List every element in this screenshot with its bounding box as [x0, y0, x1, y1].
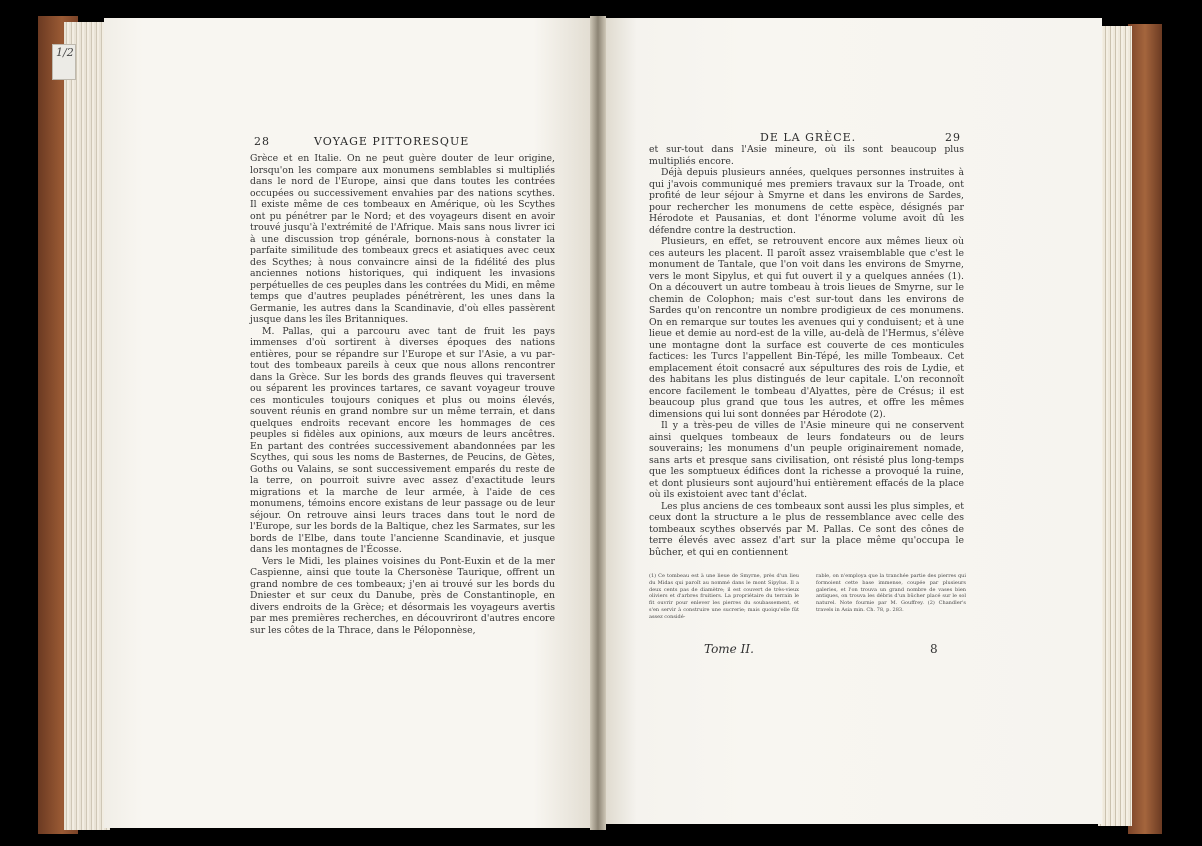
footnote-text: (1) Ce tombeau est à une lieue de Smyrne, près d'un lieu du Midas qui paroît au nommé dans le mont Sipylus. Il a deux cents pas de diamètre; il est couvert de très-vieux oliviers et d'arbres fruitiers. La propriétaire du terrain le fit ouvrir pour enlever les pierres du soubassement, et s'en servir à construire une sucrerie; mais quoiqu'elle fût assez considé- [649, 573, 799, 620]
left-paragraph: Vers le Midi, les plaines voisines du Pont-Euxin et de la mer Caspienne, ainsi que toute la Chersonèse Taurique, offrent un grand nombre de ces tombeaux; j'en ai trouvé sur les bords du Dniester et sur ceux du Danube, près de Constantinople, en divers endroits de la Grèce; et désormais les voyageurs avertis par mes premières recherches, en découvriront d'autres encore sur les côtes de la Thrace, dans le Péloponnèse, [250, 555, 555, 636]
right-paragraph: Les plus anciens de ces tombeaux sont aussi les plus simples, et ceux dont la structure a le plus de ressemblance avec celle des tombeaux scythes observés par M. Pallas. Ce sont des cônes de terre élevés avec assez d'art sur la place même qu'occupa le bûcher, et qui en contiennent [649, 500, 964, 558]
left-text-column [250, 153, 555, 663]
right-text-column [649, 144, 964, 564]
footnote-text: rable, on n'employa que la tranchée partie des pierres qui formoient cette base immense, coupée par plusieurs galeries, et l'on trouva un grand nombre de vases bien antiques, on trouva les débris d'un bûcher placé sur le sol naturel. Note fournie par M. Gouffrey. (2) Chandler's travels in Asia min. Ch. 78, p. 283. [816, 573, 966, 613]
footnotes-right-column [816, 573, 966, 639]
left-page-number: 28 [254, 135, 270, 148]
shelf-label-text: 1/2 [56, 46, 74, 59]
book-gutter [590, 16, 606, 830]
left-paragraph: Grèce et en Italie. On ne peut guère douter de leur origine, lorsqu'on les compare aux monumens semblables si multipliés dans le nord de l'Europe, ainsi que dans toutes les contrées occupées ou successivement envahies par des nations scythes. Il existe même de ces tombeaux en Amérique, où les Scythes ont pu pénétrer par le Nord; et des voyageurs disent en avoir trouvé jusqu'à l'extrémité de l'Afrique. Mais sans nous livrer ici à une discussion trop générale, bornons-nous à constater la parfaite similitude des tombeaux grecs et asiatiques avec ceux des Scythes; à nous convaincre ainsi de la fidélité des plus anciennes notions historiques, qui indiquent les invasions perpétuelles de ces peuples dans les contrées du Midi, en même temps que d'autres peuplades pénétrèrent, les unes dans la Germanie, les autres dans la Scandinavie, d'où elles passèrent jusque dans les îles Britanniques. [250, 153, 555, 325]
right-page-number: 29 [945, 131, 961, 144]
book-cover-right [1128, 24, 1162, 834]
volume-signature: Tome II. [704, 642, 754, 656]
footnotes-left-column [649, 573, 799, 639]
left-running-head: VOYAGE PITTORESQUE [314, 135, 470, 148]
right-paragraph: Plusieurs, en effet, se retrouvent encore aux mêmes lieux où ces auteurs les placent. Il paroît assez vraisemblable que c'est le monument de Tantale, que l'on voit dans les environs de Smyrne, vers le mont Sipylus, et qui fut ouvert il y a quelques années (1). On a découvert un autre tombeau à trois lieues de Smyrne, sur le chemin de Colophon; mais c'est sur-tout dans les environs de Sardes qu'on rencontre un nombre prodigieux de ces monumens. On en remarque sur toutes les avenues qui y conduisent; et à une lieue et demie au nord-est de la ville, au-delà de l'Hermus, s'élève une montagne dont la surface est couverte de ces monticules factices: les Turcs l'appellent Bin-Tépé, les mille Tombeaux. Cet emplacement étoit consacré aux sépultures des rois de Lydie, et des habitans les plus distingués de leur capitale. L'on reconnoît encore facilement le tombeau d'Alyattes, père de Crésus; il est beaucoup plus grand que tous les autres, et offre les mêmes dimensions qui lui sont données par Hérodote (2). [649, 236, 964, 420]
gathering-signature: 8 [930, 642, 938, 656]
right-paragraph: et sur-tout dans l'Asie mineure, où ils sont beaucoup plus multipliés encore. [649, 144, 964, 167]
right-paragraph: Déjà depuis plusieurs années, quelques personnes instruites à qui j'avois communiqué mes premiers travaux sur la Troade, ont profité de leur séjour à Smyrne et dans les environs de Sardes, pour rechercher les monumens de cette espèce, désignés par Hérodote et Pausanias, et dont l'énorme volume avoit dû les défendre contre la destruction. [649, 167, 964, 236]
page-edges-right [1098, 26, 1132, 826]
right-running-head: DE LA GRÈCE. [760, 131, 857, 144]
left-paragraph: M. Pallas, qui a parcouru avec tant de fruit les pays immenses d'où sortirent à diverses époques des nations entières, pour se répandre sur l'Europe et sur l'Asie, a vu par-tout des tombeaux pareils à ceux que nous allons rencontrer dans la Grèce. Sur les bords des grands fleuves qui traversent ou séparent les provinces tartares, ce savant voyageur trouve ces monticules toujours coniques et plus ou moins élevés, souvent réunis en grand nombre sur un même terrain, et dans quelques endroits recevant encore les hommages de ces peuples si fidèles aux opinions, aux mœurs de leurs ancêtres. En partant des contrées successivement abandonnées par les Scythes, qui sous les noms de Basternes, de Peucins, de Gètes, Goths ou Valains, se sont successivement emparés du reste de la terre, on pourroit suivre avec assez d'exactitude leurs migrations et la marche de leur armée, à l'aide de ces monumens, témoins encore existans de leur passage ou de leur séjour. On retrouve ainsi leurs traces dans tout le nord de l'Europe, sur les bords de la Baltique, chez les Sarmates, sur les bords de l'Elbe, dans toute l'ancienne Scandinavie, et jusque dans les montagnes de l'Écosse. [250, 325, 555, 555]
right-paragraph: Il y a très-peu de villes de l'Asie mineure qui ne conservent ainsi quelques tombeaux de leurs fondateurs ou de leurs souverains; les monumens d'un peuple originairement nomade, sans arts et presque sans civilisation, ont résisté plus long-temps que les somptueux édifices dont la richesse a provoqué la ruine, et dont plusieurs sont aujourd'hui entièrement effacés de la place où ils existoient avec tant d'éclat. [649, 420, 964, 500]
shelf-label [52, 44, 76, 80]
